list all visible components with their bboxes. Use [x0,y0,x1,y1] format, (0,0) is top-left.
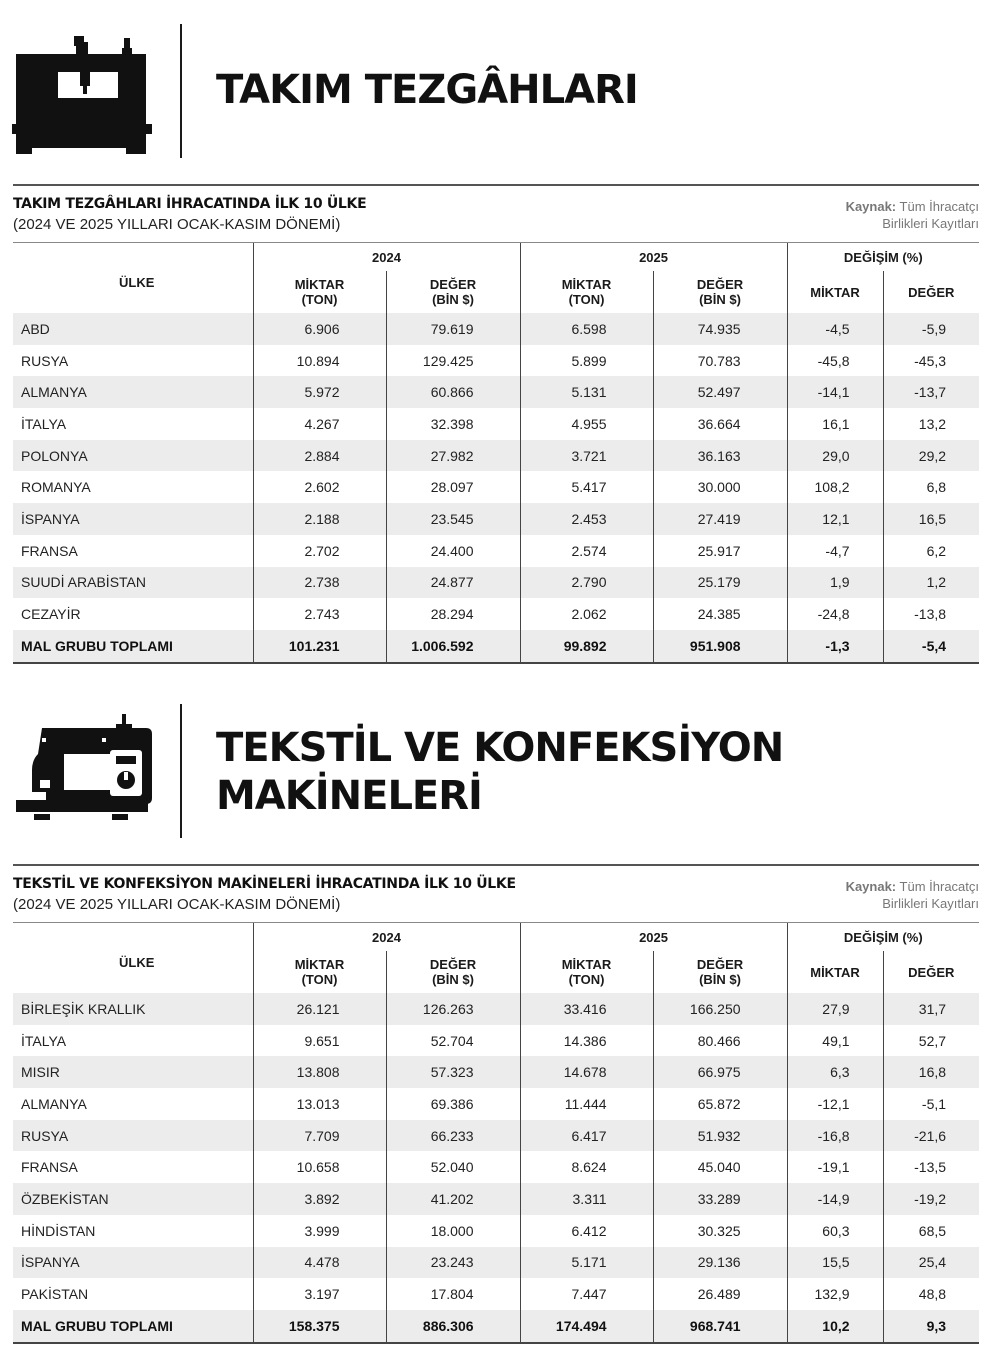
chg-qty-cell: -19,1 [787,1151,883,1183]
page-title: TAKIM TEZGÂHLARI [216,67,638,113]
qty-2025-cell: 3.311 [520,1183,653,1215]
qty-2024-cell: 4.478 [253,1247,386,1279]
chg-val-cell: 16,8 [883,1056,979,1088]
country-cell: BİRLEŞİK KRALLIK [13,993,253,1025]
qty-2024-cell: 2.884 [253,440,386,472]
chg-val-header: DEĞER [883,951,979,993]
table-title: TAKIM TEZGÂHLARI İHRACATINDA İLK 10 ÜLKE [13,196,367,212]
chg-qty-cell: 27,9 [787,993,883,1025]
table-row [13,1120,979,1152]
year-2025-header: 2025 [520,923,787,952]
qty-2024-header: MİKTAR (TON) [253,951,386,993]
val-2025-cell: 951.908 [653,630,787,663]
chg-val-cell: 16,5 [883,503,979,535]
qty-2025-cell: 6.412 [520,1215,653,1247]
qty-2024-cell: 9.651 [253,1025,386,1057]
chg-val-cell: 13,2 [883,408,979,440]
table-title: TEKSTİL VE KONFEKSİYON MAKİNELERİ İHRACATINDA İLK 10 ÜLKE [13,876,516,892]
qty-2025-cell: 4.955 [520,408,653,440]
qty-2024-cell: 13.013 [253,1088,386,1120]
val-2024-cell: 69.386 [386,1088,520,1120]
val-2025-cell: 25.917 [653,535,787,567]
country-cell: MAL GRUBU TOPLAMI [13,630,253,663]
chg-val-cell: -5,1 [883,1088,979,1120]
table-row [13,1215,979,1247]
val-2025-cell: 66.975 [653,1056,787,1088]
chg-val-cell: 1,2 [883,567,979,599]
chg-val-header: DEĞER [883,271,979,313]
chg-val-cell: -13,7 [883,376,979,408]
qty-2024-cell: 2.702 [253,535,386,567]
qty-2024-cell: 26.121 [253,993,386,1025]
val-2024-header: DEĞER (BİN $) [386,271,520,313]
source-note: Kaynak: Tüm İhracatçı Birlikleri Kayıtları [845,199,979,231]
divider-line [180,704,182,838]
val-2024-cell: 27.982 [386,440,520,472]
chg-val-cell: 6,8 [883,471,979,503]
table-period: (2024 VE 2025 YILLARI OCAK-KASIM DÖNEMİ) [13,896,341,913]
qty-2025-cell: 7.447 [520,1278,653,1310]
val-2025-cell: 33.289 [653,1183,787,1215]
table-row [13,376,979,408]
val-2025-cell: 24.385 [653,598,787,630]
chg-qty-cell: -16,8 [787,1120,883,1152]
val-2025-cell: 30.325 [653,1215,787,1247]
table-row [13,598,979,630]
country-cell: RUSYA [13,1120,253,1152]
chg-val-cell: 52,7 [883,1025,979,1057]
qty-2025-cell: 33.416 [520,993,653,1025]
table-row [13,1278,979,1310]
qty-2024-cell: 3.999 [253,1215,386,1247]
country-cell: FRANSA [13,535,253,567]
qty-2025-header: MİKTAR (TON) [520,271,653,313]
chg-val-cell: 68,5 [883,1215,979,1247]
country-cell: PAKİSTAN [13,1278,253,1310]
val-2024-cell: 24.400 [386,535,520,567]
qty-2024-cell: 6.906 [253,313,386,345]
year-2024-header: 2024 [253,923,520,952]
country-cell: ÖZBEKİSTAN [13,1183,253,1215]
qty-2025-cell: 14.678 [520,1056,653,1088]
country-header: ÜLKE [13,243,253,314]
country-cell: POLONYA [13,440,253,472]
val-2025-cell: 36.664 [653,408,787,440]
qty-2024-cell: 2.738 [253,567,386,599]
val-2024-header: DEĞER (BİN $) [386,951,520,993]
val-2025-header: DEĞER (BİN $) [653,271,787,313]
val-2024-cell: 28.294 [386,598,520,630]
val-2025-cell: 27.419 [653,503,787,535]
chg-qty-cell: 1,9 [787,567,883,599]
qty-2025-cell: 5.171 [520,1247,653,1279]
chg-qty-cell: 15,5 [787,1247,883,1279]
val-2025-cell: 36.163 [653,440,787,472]
table-row [13,1056,979,1088]
table-row [13,535,979,567]
country-cell: İTALYA [13,1025,253,1057]
qty-2024-cell: 101.231 [253,630,386,663]
chg-val-cell: 6,2 [883,535,979,567]
year-2025-header: 2025 [520,243,787,272]
val-2025-cell: 51.932 [653,1120,787,1152]
total-row [13,1310,979,1343]
qty-2025-cell: 174.494 [520,1310,653,1343]
table-row [13,993,979,1025]
table-header-block [13,186,979,242]
val-2024-cell: 24.877 [386,567,520,599]
val-2024-cell: 1.006.592 [386,630,520,663]
val-2024-cell: 886.306 [386,1310,520,1343]
chg-qty-cell: 29,0 [787,440,883,472]
chg-qty-cell: 16,1 [787,408,883,440]
country-cell: ROMANYA [13,471,253,503]
qty-2025-cell: 14.386 [520,1025,653,1057]
val-2024-cell: 18.000 [386,1215,520,1247]
country-cell: FRANSA [13,1151,253,1183]
qty-2025-cell: 11.444 [520,1088,653,1120]
val-2025-cell: 74.935 [653,313,787,345]
qty-2025-cell: 5.899 [520,345,653,377]
country-cell: MISIR [13,1056,253,1088]
qty-2024-cell: 2.743 [253,598,386,630]
country-cell: ABD [13,313,253,345]
country-cell: İSPANYA [13,1247,253,1279]
qty-2024-cell: 3.197 [253,1278,386,1310]
val-2025-cell: 52.497 [653,376,787,408]
qty-2025-cell: 2.453 [520,503,653,535]
year-2024-header: 2024 [253,243,520,272]
country-cell: ALMANYA [13,376,253,408]
chg-val-cell: 25,4 [883,1247,979,1279]
textile-machines-panel [13,864,979,1344]
val-2024-cell: 41.202 [386,1183,520,1215]
chg-qty-cell: 49,1 [787,1025,883,1057]
table-row [13,471,979,503]
val-2024-cell: 52.704 [386,1025,520,1057]
country-cell: İTALYA [13,408,253,440]
table-row [13,503,979,535]
table-period: (2024 VE 2025 YILLARI OCAK-KASIM DÖNEMİ) [13,216,341,233]
val-2025-cell: 166.250 [653,993,787,1025]
chg-val-cell: 29,2 [883,440,979,472]
table-row [13,1183,979,1215]
val-2024-cell: 17.804 [386,1278,520,1310]
machine-tools-panel [13,184,979,664]
country-header: ÜLKE [13,923,253,994]
chg-val-cell: -13,8 [883,598,979,630]
country-cell: HİNDİSTAN [13,1215,253,1247]
divider-line [180,24,182,158]
chg-val-cell: -5,9 [883,313,979,345]
chg-qty-cell: -14,1 [787,376,883,408]
val-2024-cell: 79.619 [386,313,520,345]
val-2024-cell: 23.545 [386,503,520,535]
qty-2025-header: MİKTAR (TON) [520,951,653,993]
qty-2025-cell: 6.417 [520,1120,653,1152]
qty-2024-cell: 10.894 [253,345,386,377]
val-2025-cell: 30.000 [653,471,787,503]
chg-qty-cell: -12,1 [787,1088,883,1120]
qty-2025-cell: 6.598 [520,313,653,345]
val-2025-cell: 968.741 [653,1310,787,1343]
qty-2025-cell: 2.790 [520,567,653,599]
export-table [13,242,979,664]
chg-qty-cell: 10,2 [787,1310,883,1343]
export-table [13,922,979,1344]
table-row [13,408,979,440]
val-2025-cell: 29.136 [653,1247,787,1279]
country-cell: MAL GRUBU TOPLAMI [13,1310,253,1343]
qty-2024-cell: 158.375 [253,1310,386,1343]
chg-qty-cell: 60,3 [787,1215,883,1247]
val-2025-header: DEĞER (BİN $) [653,951,787,993]
chg-qty-header: MİKTAR [787,271,883,313]
chg-qty-cell: -14,9 [787,1183,883,1215]
chg-val-cell: -5,4 [883,630,979,663]
chg-qty-cell: 12,1 [787,503,883,535]
chg-val-cell: 48,8 [883,1278,979,1310]
country-cell: RUSYA [13,345,253,377]
val-2024-cell: 60.866 [386,376,520,408]
table-row [13,313,979,345]
chg-qty-cell: 132,9 [787,1278,883,1310]
qty-2025-cell: 5.131 [520,376,653,408]
qty-2025-cell: 2.574 [520,535,653,567]
table-row [13,440,979,472]
change-header: DEĞİŞİM (%) [787,923,979,952]
sewing-machine-icon [12,714,152,835]
table-row [13,1151,979,1183]
val-2024-cell: 52.040 [386,1151,520,1183]
val-2025-cell: 45.040 [653,1151,787,1183]
country-cell: İSPANYA [13,503,253,535]
qty-2024-cell: 2.188 [253,503,386,535]
chg-qty-cell: -4,7 [787,535,883,567]
qty-2024-cell: 13.808 [253,1056,386,1088]
table-row [13,345,979,377]
chg-val-cell: 9,3 [883,1310,979,1343]
qty-2024-cell: 5.972 [253,376,386,408]
chg-val-cell: -45,3 [883,345,979,377]
val-2024-cell: 129.425 [386,345,520,377]
chg-qty-cell: 6,3 [787,1056,883,1088]
table-header-block [13,866,979,922]
val-2024-cell: 126.263 [386,993,520,1025]
chg-qty-cell: -4,5 [787,313,883,345]
val-2024-cell: 23.243 [386,1247,520,1279]
country-cell: SUUDİ ARABİSTAN [13,567,253,599]
chg-qty-cell: -45,8 [787,345,883,377]
qty-2025-cell: 99.892 [520,630,653,663]
val-2025-cell: 70.783 [653,345,787,377]
qty-2024-cell: 10.658 [253,1151,386,1183]
qty-2024-cell: 7.709 [253,1120,386,1152]
change-header: DEĞİŞİM (%) [787,243,979,272]
val-2024-cell: 66.233 [386,1120,520,1152]
qty-2024-cell: 2.602 [253,471,386,503]
chg-val-cell: 31,7 [883,993,979,1025]
chg-qty-header: MİKTAR [787,951,883,993]
cnc-machine-icon [12,28,152,161]
chg-val-cell: -13,5 [883,1151,979,1183]
qty-2024-header: MİKTAR (TON) [253,271,386,313]
table-row [13,1088,979,1120]
source-note: Kaynak: Tüm İhracatçı Birlikleri Kayıtları [845,879,979,911]
table-row [13,567,979,599]
page-title: TEKSTİL VE KONFEKSİYON MAKİNELERİ [216,725,784,819]
chg-val-cell: -21,6 [883,1120,979,1152]
qty-2024-cell: 4.267 [253,408,386,440]
val-2024-cell: 57.323 [386,1056,520,1088]
qty-2025-cell: 5.417 [520,471,653,503]
qty-2025-cell: 2.062 [520,598,653,630]
qty-2024-cell: 3.892 [253,1183,386,1215]
val-2025-cell: 80.466 [653,1025,787,1057]
qty-2025-cell: 3.721 [520,440,653,472]
val-2025-cell: 25.179 [653,567,787,599]
val-2024-cell: 28.097 [386,471,520,503]
val-2025-cell: 26.489 [653,1278,787,1310]
country-cell: ALMANYA [13,1088,253,1120]
val-2025-cell: 65.872 [653,1088,787,1120]
chg-qty-cell: -1,3 [787,630,883,663]
chg-val-cell: -19,2 [883,1183,979,1215]
qty-2025-cell: 8.624 [520,1151,653,1183]
table-row [13,1025,979,1057]
country-cell: CEZAYİR [13,598,253,630]
chg-qty-cell: 108,2 [787,471,883,503]
val-2024-cell: 32.398 [386,408,520,440]
chg-qty-cell: -24,8 [787,598,883,630]
total-row [13,630,979,663]
table-row [13,1247,979,1279]
